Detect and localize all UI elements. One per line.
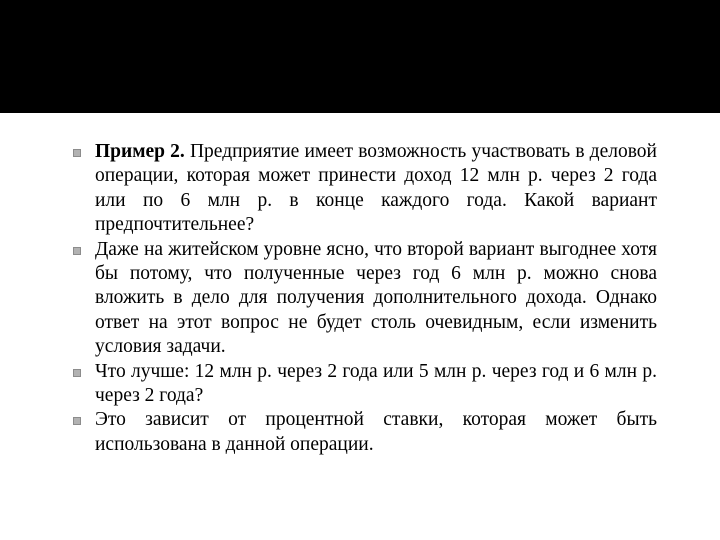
square-bullet-icon: [73, 417, 81, 425]
example-text: Предприятие имеет возможность участвовать в деловой операции, которая может принести доход 12 млн р. через 2 года или по 6 млн р. в конце каждого года. Какой вариант предпочтительнее?: [95, 141, 657, 236]
slide-title-band: [0, 0, 720, 113]
explanation-text: Даже на житейском уровне ясно, что второй вариант выгоднее хотя бы потому, что полученные через год 6 млн р. можно снова вложить в дело для получения дополнительного дохода. Однако ответ на этот вопрос не будет столь очевидным, если изменить условия задачи.: [95, 238, 657, 358]
bullet-item-explanation: [72, 238, 657, 360]
bullet-item-answer: [72, 408, 657, 457]
question-text: Что лучше: 12 млн р. через 2 года или 5 млн р. через год и 6 млн р. через 2 года?: [95, 360, 657, 407]
example-label: Пример 2.: [95, 141, 185, 162]
answer-text: Это зависит от процентной ставки, которая может быть использована в данной операции.: [95, 409, 657, 455]
square-bullet-icon: [73, 369, 81, 377]
bullet-item-example: [72, 140, 657, 238]
bullet-item-question: [72, 360, 657, 409]
bullet-list: [72, 140, 657, 457]
square-bullet-icon: [73, 247, 81, 255]
square-bullet-icon: [73, 149, 81, 157]
